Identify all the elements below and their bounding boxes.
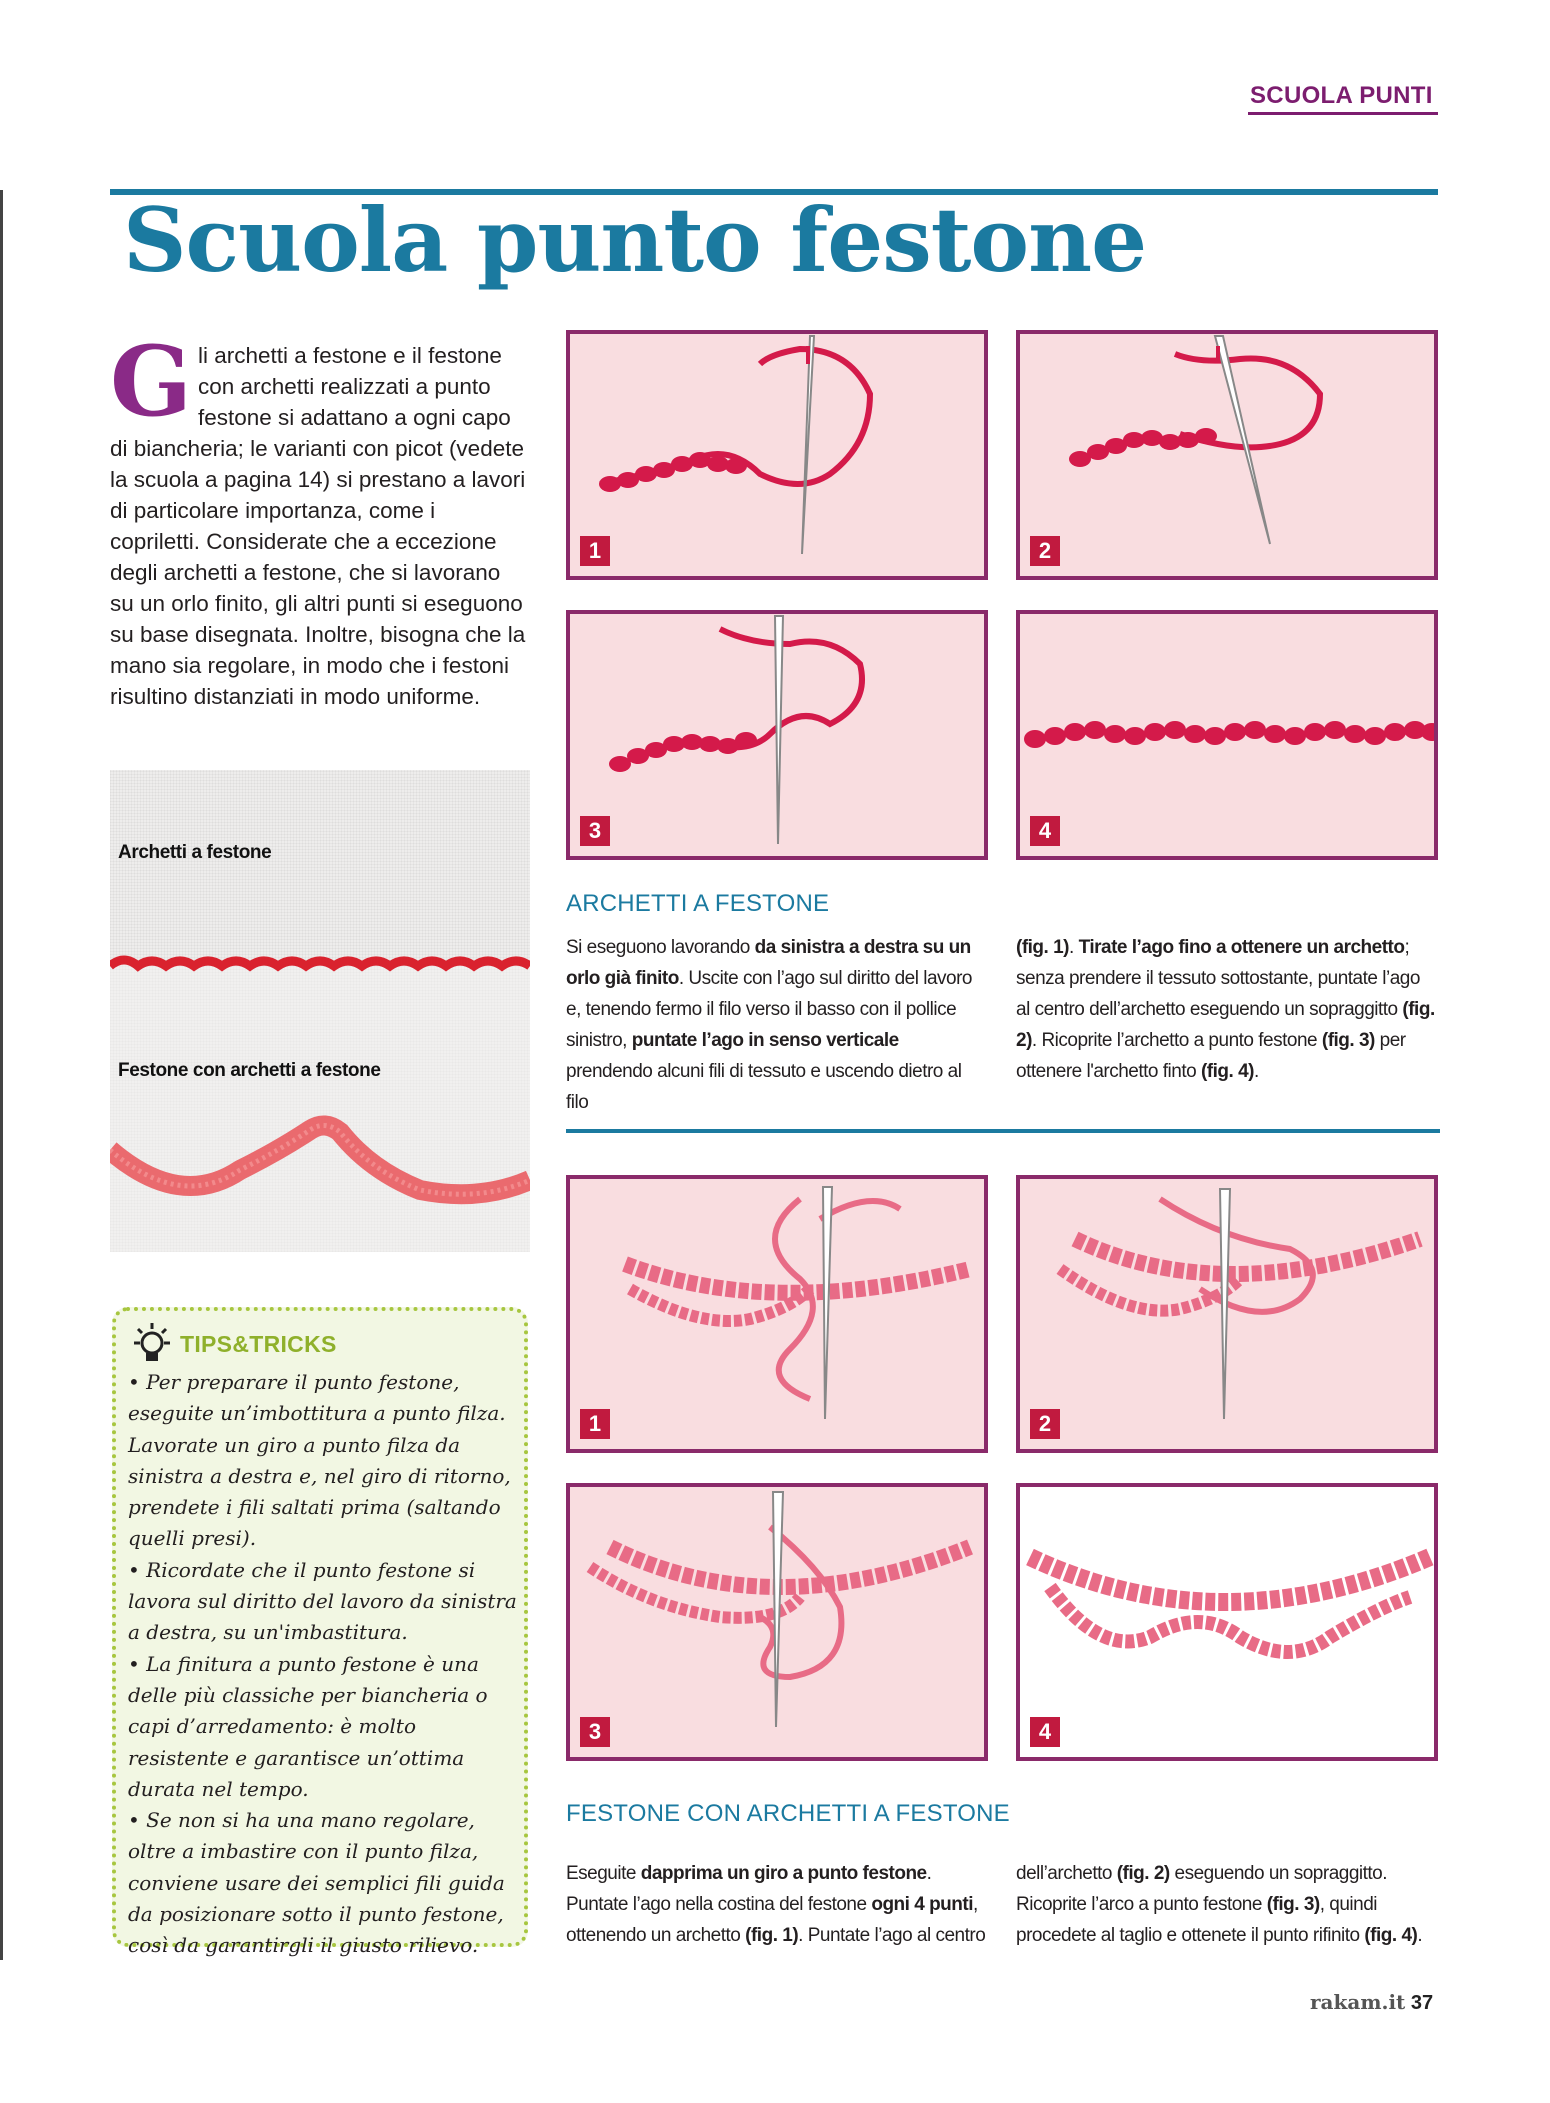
text-run: .	[1417, 1925, 1423, 1946]
intro-text: li archetti a festone e il festone con archetti realizzati a punto festone si adattano a ogni capo di biancheria; le varianti con picot (vedete la scuola a pagina 14) si prestano a lavori di particolare importanza, come i copriletti. Considerate che a eccezione degli archetti a festone, che si lavorano su un orlo finito, gli altri punti si eseguono su base disegnata. Inoltre, bisogna che la mano sia regolare, in modo che i festoni risultino distanziati in modo uniforme.	[110, 343, 526, 709]
text-run: (fig. 1)	[1016, 937, 1069, 958]
needle-illustration	[570, 614, 988, 860]
drop-cap: G	[110, 325, 192, 438]
tips-body	[128, 1367, 520, 1962]
text-run: dell’archetto	[1016, 1863, 1117, 1884]
section-label: SCUOLA PUNTI	[1250, 82, 1433, 109]
text-run: . Uscite con l’ago sul diritto del lavoro e, tenendo fermo il filo verso il basso con il pollice sinistro,	[566, 968, 972, 1051]
section1-column-1	[566, 932, 986, 1118]
text-run: (fig. 2)	[1016, 999, 1435, 1051]
text-run: , quindi procedete al taglio e ottenete il punto rifinito	[1016, 1894, 1377, 1946]
figure-panel-1a	[566, 330, 988, 580]
text-run: dapprima un giro a punto festone	[640, 1863, 927, 1884]
stitch-row	[1069, 428, 1217, 467]
text-run: (fig. 3)	[1266, 1894, 1320, 1915]
page-footer	[1310, 1990, 1433, 2015]
text-run: . Puntate l’ago al centro	[798, 1925, 986, 1946]
figure-number: 4	[1030, 816, 1060, 846]
text-run: Si eseguono lavorando	[566, 937, 755, 958]
figure-number: 2	[1030, 1409, 1060, 1439]
text-run: ogni 4 punti	[871, 1894, 973, 1915]
tip-item: • Ricordate che il punto festone si lavora sul diritto del lavoro da sinistra a destra, su un'imbastitura.	[128, 1557, 517, 1645]
text-run: (fig. 2)	[1116, 1863, 1170, 1884]
text-run: (fig. 4)	[1200, 1061, 1254, 1082]
text-run: Eseguite	[566, 1863, 641, 1884]
figure-panel-2c	[566, 1483, 988, 1761]
figure-panel-2a	[566, 1175, 988, 1453]
section-heading-archetti: ARCHETTI A FESTONE	[566, 890, 830, 917]
section-heading-festone: FESTONE CON ARCHETTI A FESTONE	[566, 1800, 1010, 1827]
fabric-photo	[110, 770, 530, 1252]
text-run: prendendo alcuni fili di tessuto e uscendo dietro al filo	[566, 1061, 962, 1113]
text-run: .	[1253, 1061, 1259, 1082]
page-edge-bar	[0, 190, 3, 1960]
tip-item: • Se non si ha una mano regolare, oltre a imbastire con il punto filza, conviene usare dei semplici fili guida da posizionare sotto il punto festone, così da garantirgli il giusto rilievo.	[128, 1808, 505, 1958]
text-run: eseguendo un sopraggitto. Ricoprite l’arco a punto festone	[1016, 1863, 1388, 1915]
figure-number: 1	[580, 536, 610, 566]
page-title: Scuola punto festone	[123, 188, 1147, 292]
needle-illustration	[1020, 1179, 1438, 1453]
text-run: (fig. 3)	[1321, 1030, 1375, 1051]
photo-label-festone: Festone con archetti a festone	[118, 1060, 381, 1081]
photo-stitches	[110, 770, 530, 1252]
stitch-illustration	[1020, 1487, 1438, 1761]
intro-paragraph	[110, 325, 530, 712]
stitch-illustration	[1020, 614, 1438, 860]
section-underline	[1248, 112, 1438, 115]
text-run: ; senza prendere il tessuto sottostante, puntate l’ago al centro dell’archetto eseguendo un sopraggitto	[1016, 937, 1420, 1020]
needle-illustration	[570, 334, 988, 580]
section2-column-2	[1016, 1858, 1438, 1951]
tip-item: • Per preparare il punto festone, eseguite un’imbottitura a punto filza. Lavorate un giro a punto filza da sinistra a destra e, nel giro di ritorno, prendete i fili saltati prima (saltando quelli presi).	[128, 1370, 511, 1551]
tip-item: • La finitura a punto festone è una delle più classiche per biancheria o capi d’arredamento: è molto resistente e garantisce un’ottima durata nel tempo.	[128, 1651, 488, 1801]
figure-number: 1	[580, 1409, 610, 1439]
figure-number: 3	[580, 1717, 610, 1747]
text-run: .	[1069, 937, 1079, 958]
section2-column-1	[566, 1858, 986, 1951]
tips-box	[112, 1307, 528, 1958]
needle-illustration	[570, 1179, 988, 1453]
text-run: (fig. 1)	[745, 1925, 799, 1946]
section-divider	[566, 1129, 1440, 1133]
text-run: (fig. 4)	[1364, 1925, 1418, 1946]
figure-number: 4	[1030, 1717, 1060, 1747]
stitch-row	[609, 732, 757, 772]
photo-label-archetti: Archetti a festone	[118, 842, 272, 863]
lightbulb-icon	[128, 1321, 176, 1371]
needle-illustration	[1020, 334, 1438, 580]
text-run: , ottenendo un archetto	[566, 1894, 978, 1946]
text-run: puntate l’ago in senso verticale	[631, 1030, 899, 1051]
section1-column-2	[1016, 932, 1438, 1087]
text-run: . Puntate l’ago nella costina del festone	[566, 1863, 932, 1915]
figure-number: 2	[1030, 536, 1060, 566]
figure-panel-1d	[1016, 610, 1438, 860]
text-run: Tirate l’ago fino a ottenere un archetto	[1078, 937, 1405, 958]
text-run: per ottenere l'archetto finto	[1016, 1030, 1406, 1082]
page-number: 37	[1410, 1992, 1434, 2014]
tips-title: TIPS&TRICKS	[180, 1331, 337, 1357]
needle-illustration	[570, 1487, 988, 1761]
figure-number: 3	[580, 816, 610, 846]
stitch-row	[1024, 721, 1438, 748]
figure-panel-2d	[1016, 1483, 1438, 1761]
figure-panel-1c	[566, 610, 988, 860]
stitch-row	[599, 452, 747, 492]
text-run: . Ricoprite l’archetto a punto festone	[1031, 1030, 1322, 1051]
figure-panel-2b	[1016, 1175, 1438, 1453]
footer-site: rakam.it	[1310, 1990, 1406, 2014]
text-run: da sinistra a destra su un orlo già finito	[566, 937, 971, 989]
figure-panel-1b	[1016, 330, 1438, 580]
